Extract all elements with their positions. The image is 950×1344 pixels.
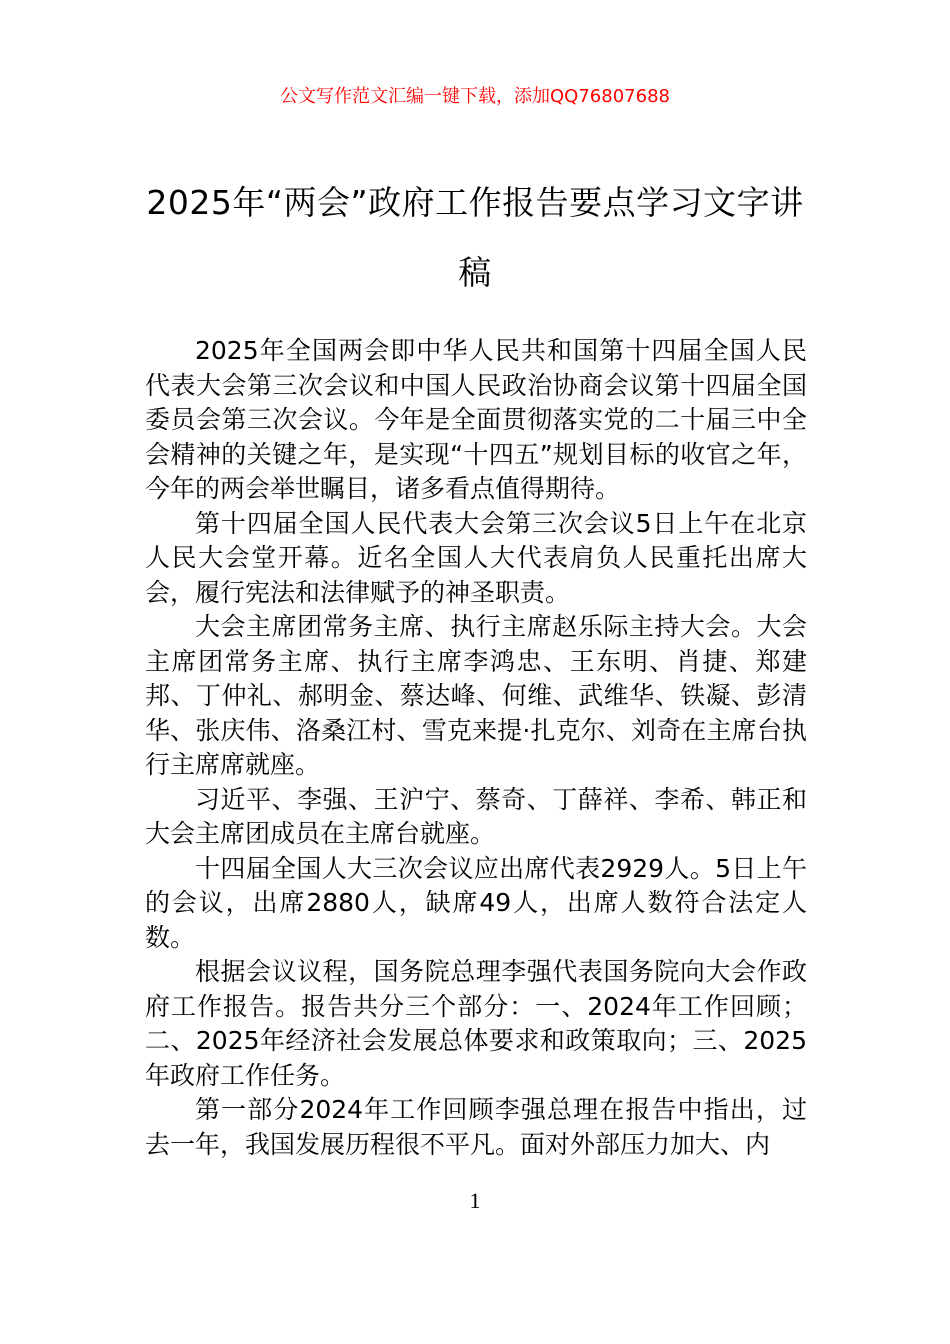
document-body <box>145 334 807 1162</box>
page-number: 1 <box>469 1188 481 1213</box>
paragraph: 根据会议议程，国务院总理李强代表国务院向大会作政府工作报告。报告共分三个部分：一、2024年工作回顾；二、2025年经济社会发展总体要求和政策取向；三、2025年政府工作任务。 <box>145 957 807 1090</box>
paragraph: 第一部分2024年工作回顾李强总理在报告中指出，过去一年，我国发展历程很不平凡。面对外部压力加大、内 <box>145 1095 807 1159</box>
paragraph: 2025年全国两会即中华人民共和国第十四届全国人民代表大会第三次会议和中国人民政治协商会议第十四届全国委员会第三次会议。今年是全面贯彻落实党的二十届三中全会精神的关键之年，是实现“十四五”规划目标的收官之年，今年的两会举世瞩目，诸多看点值得期待。 <box>145 336 807 503</box>
document-title: 2025年“两会”政府工作报告要点学习文字讲稿 <box>146 183 804 292</box>
paragraph: 大会主席团常务主席、执行主席赵乐际主持大会。大会主席团常务主席、执行主席李鸿忠、王东明、肖捷、郑建邦、丁仲礼、郝明金、蔡达峰、何维、武维华、铁凝、彭清华、张庆伟、洛桑江村、雪克来提·扎克尔、刘奇在主席台执行主席席就座。 <box>145 612 807 779</box>
paragraph: 习近平、李强、王沪宁、蔡奇、丁薛祥、李希、韩正和大会主席团成员在主席台就座。 <box>145 784 807 848</box>
paragraph: 十四届全国人大三次会议应出席代表2929人。5日上午的会议，出席2880人，缺席49人，出席人数符合法定人数。 <box>145 853 807 952</box>
paragraph: 第十四届全国人民代表大会第三次会议5日上午在北京人民大会堂开幕。近名全国人大代表肩负人民重托出席大会，履行宪法和法律赋予的神圣职责。 <box>145 508 807 607</box>
download-notice: 公文写作范文汇编一键下载，添加QQ76807688 <box>280 86 670 107</box>
